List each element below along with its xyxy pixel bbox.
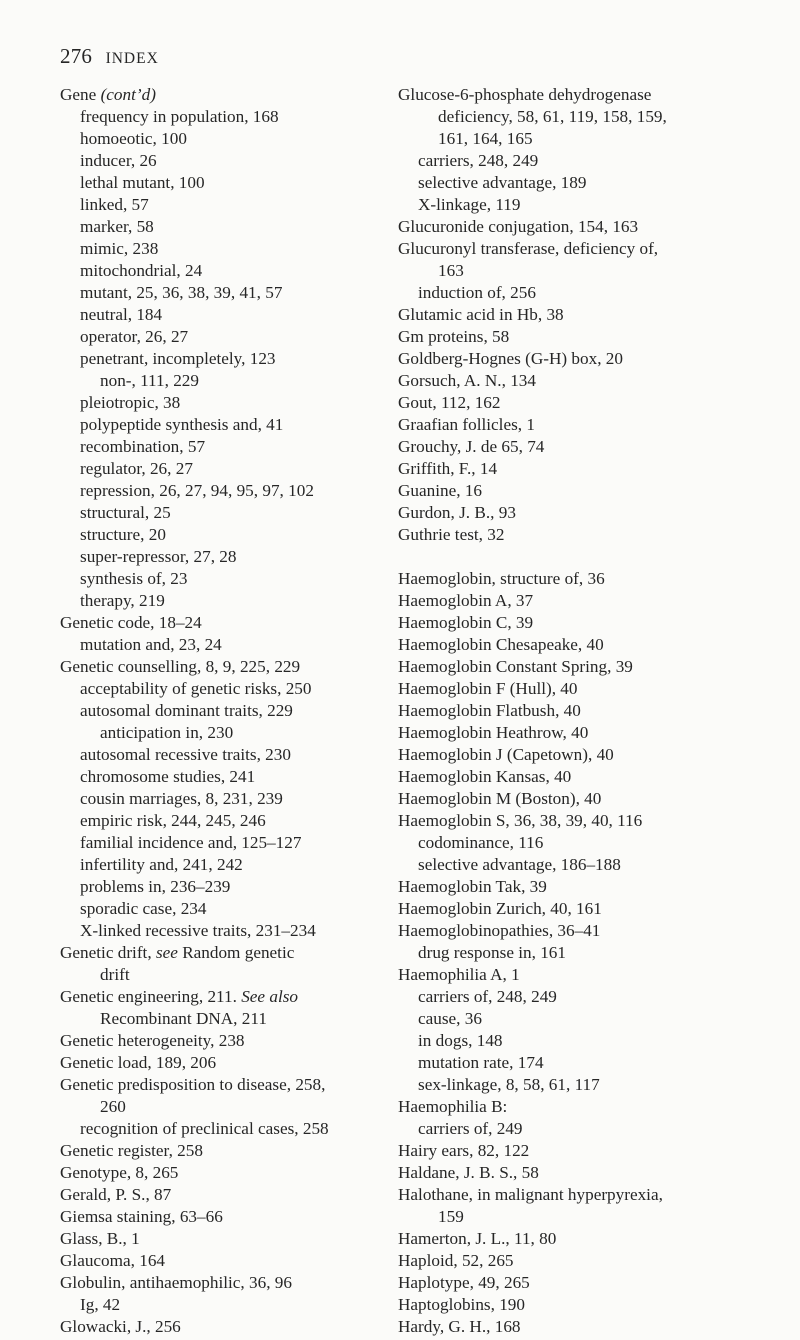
entry-text: mitochondrial, 24	[80, 261, 203, 280]
entry-text: acceptability of genetic risks, 250	[80, 679, 312, 698]
index-entry	[398, 612, 743, 634]
index-entry	[398, 370, 743, 392]
entry-text: Graafian follicles, 1	[398, 415, 535, 434]
entry-text: Glucuronide conjugation, 154, 163	[398, 217, 639, 236]
index-entry	[398, 1272, 743, 1294]
index-subentry	[60, 876, 400, 898]
entry-text: anticipation in, 230	[100, 723, 234, 742]
index-subentry	[60, 326, 400, 348]
index-entry	[398, 1228, 743, 1250]
index-entry	[398, 634, 743, 656]
entry-text: Haemoglobin, structure of, 36	[398, 569, 605, 588]
index-subentry	[398, 282, 743, 304]
index-entry	[398, 656, 743, 678]
entry-text: drift	[100, 965, 130, 984]
entry-text: Halothane, in malignant hyperpyrexia,	[398, 1185, 663, 1204]
index-entry	[398, 326, 743, 348]
index-entry	[60, 1162, 400, 1184]
entry-text: Glutamic acid in Hb, 38	[398, 305, 564, 324]
index-subentry	[398, 854, 743, 876]
entry-text: chromosome studies, 241	[80, 767, 256, 786]
index-subentry	[60, 348, 400, 370]
index-subentry	[60, 238, 400, 260]
running-title: INDEX	[105, 50, 159, 67]
entry-text: recognition of preclinical cases, 258	[80, 1119, 329, 1138]
entry-text: polypeptide synthesis and, 41	[80, 415, 284, 434]
index-entry	[60, 1052, 400, 1074]
index-entry	[398, 1162, 743, 1184]
index-subentry	[398, 1008, 743, 1030]
entry-text: recombination, 57	[80, 437, 206, 456]
entry-text: Haemoglobin S, 36, 38, 39, 40, 116	[398, 811, 643, 830]
index-subentry	[60, 458, 400, 480]
entry-text: Genetic load, 189, 206	[60, 1053, 217, 1072]
entry-text: Haemoglobin A, 37	[398, 591, 534, 610]
index-subentry	[60, 128, 400, 150]
index-subentry	[398, 128, 743, 150]
index-entry	[398, 1250, 743, 1272]
entry-text: drug response in, 161	[418, 943, 566, 962]
index-subentry	[60, 502, 400, 524]
index-subentry	[60, 1096, 400, 1118]
index-entry	[398, 1316, 743, 1338]
index-subentry	[398, 942, 743, 964]
entry-text: mutant, 25, 36, 38, 39, 41, 57	[80, 283, 283, 302]
entry-text: non-, 111, 229	[100, 371, 199, 390]
index-subentry	[398, 150, 743, 172]
index-entry	[398, 788, 743, 810]
index-entry	[60, 656, 400, 678]
index-entry	[60, 1228, 400, 1250]
entry-text: infertility and, 241, 242	[80, 855, 243, 874]
entry-text: carriers, 248, 249	[418, 151, 539, 170]
index-subentry	[60, 194, 400, 216]
entry-text: carriers of, 248, 249	[418, 987, 557, 1006]
index-entry	[398, 216, 743, 238]
entry-text: Haemoglobin Constant Spring, 39	[398, 657, 633, 676]
index-entry	[398, 84, 743, 106]
entry-text: Haemoglobin M (Boston), 40	[398, 789, 602, 808]
index-subentry	[60, 1118, 400, 1140]
entry-text: Random genetic	[177, 943, 295, 962]
index-subentry	[398, 1074, 743, 1096]
index-entry	[398, 810, 743, 832]
index-subentry	[60, 436, 400, 458]
index-entry	[398, 766, 743, 788]
index-subentry	[60, 1008, 400, 1030]
entry-text: Genetic engineering, 211.	[60, 987, 242, 1006]
index-entry	[398, 920, 743, 942]
index-entry	[398, 502, 743, 524]
entry-text: Haemoglobin Heathrow, 40	[398, 723, 589, 742]
entry-text: Haplotype, 49, 265	[398, 1273, 530, 1292]
index-subentry	[60, 766, 400, 788]
entry-text: Grouchy, J. de 65, 74	[398, 437, 545, 456]
entry-text: Griffith, F., 14	[398, 459, 498, 478]
entry-text: 163	[438, 261, 464, 280]
entry-text: repression, 26, 27, 94, 95, 97, 102	[80, 481, 314, 500]
index-entry	[398, 568, 743, 590]
entry-text: Genetic drift,	[60, 943, 156, 962]
index-entry	[60, 84, 400, 106]
entry-text: mutation and, 23, 24	[80, 635, 222, 654]
entry-text: Gm proteins, 58	[398, 327, 510, 346]
entry-text: Haemoglobin Kansas, 40	[398, 767, 572, 786]
entry-text: inducer, 26	[80, 151, 157, 170]
index-entry	[398, 1294, 743, 1316]
entry-text: Glass, B., 1	[60, 1229, 140, 1248]
index-entry	[398, 678, 743, 700]
entry-text: Haemophilia A, 1	[398, 965, 520, 984]
index-column-left	[60, 84, 400, 1338]
index-entry	[60, 612, 400, 634]
index-entry	[398, 722, 743, 744]
index-entry	[60, 986, 400, 1008]
entry-text: Giemsa staining, 63–66	[60, 1207, 223, 1226]
index-entry	[60, 942, 400, 964]
entry-text: Glaucoma, 164	[60, 1251, 166, 1270]
entry-text: selective advantage, 186–188	[418, 855, 621, 874]
index-entry	[398, 898, 743, 920]
entry-text: lethal mutant, 100	[80, 173, 205, 192]
entry-text: Genetic code, 18–24	[60, 613, 202, 632]
entry-text: Ig, 42	[80, 1295, 121, 1314]
index-subentry	[60, 744, 400, 766]
entry-text: Haptoglobins, 190	[398, 1295, 525, 1314]
index-entry	[398, 1140, 743, 1162]
entry-text: pleiotropic, 38	[80, 393, 181, 412]
index-subentry	[60, 898, 400, 920]
entry-text: Glucose-6-phosphate dehydrogenase	[398, 85, 652, 104]
index-subentry	[60, 524, 400, 546]
entry-text: 260	[100, 1097, 126, 1116]
entry-text: carriers of, 249	[418, 1119, 523, 1138]
entry-text: Guthrie test, 32	[398, 525, 505, 544]
entry-text: Haemoglobin J (Capetown), 40	[398, 745, 614, 764]
entry-text: X-linkage, 119	[418, 195, 521, 214]
entry-text: familial incidence and, 125–127	[80, 833, 302, 852]
index-entry	[398, 590, 743, 612]
entry-text: Glowacki, J., 256	[60, 1317, 181, 1336]
index-subentry	[60, 1294, 400, 1316]
index-subentry	[398, 1052, 743, 1074]
index-entry	[398, 1096, 743, 1118]
page-number: 276	[60, 44, 93, 68]
entry-text: empiric risk, 244, 245, 246	[80, 811, 266, 830]
entry-text: Haldane, J. B. S., 58	[398, 1163, 539, 1182]
entry-text: Recombinant DNA, 211	[100, 1009, 267, 1028]
entry-text: Gorsuch, A. N., 134	[398, 371, 536, 390]
index-subentry	[60, 568, 400, 590]
index-entry	[398, 964, 743, 986]
index-entry	[398, 1184, 743, 1206]
index-subentry	[398, 106, 743, 128]
entry-text: Goldberg-Hognes (G-H) box, 20	[398, 349, 623, 368]
index-entry	[398, 700, 743, 722]
section-gap	[398, 546, 743, 568]
index-subentry	[60, 414, 400, 436]
entry-text: Hamerton, J. L., 11, 80	[398, 1229, 557, 1248]
entry-text: operator, 26, 27	[80, 327, 189, 346]
entry-text: Hardy, G. H., 168	[398, 1317, 521, 1336]
index-subentry	[60, 722, 400, 744]
index-entry	[60, 1206, 400, 1228]
entry-text-italic: (cont’d)	[100, 85, 156, 104]
page-header	[60, 44, 159, 69]
entry-text: 159	[438, 1207, 464, 1226]
index-subentry	[60, 700, 400, 722]
index-subentry	[60, 260, 400, 282]
index-entry	[60, 1184, 400, 1206]
index-column-right	[398, 84, 743, 1338]
entry-text: Haemoglobinopathies, 36–41	[398, 921, 601, 940]
entry-text: 161, 164, 165	[438, 129, 533, 148]
index-entry	[398, 414, 743, 436]
entry-text: Haploid, 52, 265	[398, 1251, 514, 1270]
entry-text-italic: see	[155, 943, 178, 962]
entry-text: Genetic heterogeneity, 238	[60, 1031, 245, 1050]
entry-text: Globulin, antihaemophilic, 36, 96	[60, 1273, 292, 1292]
index-entry	[398, 392, 743, 414]
index-subentry	[60, 304, 400, 326]
index-entry	[398, 348, 743, 370]
entry-text: Genetic register, 258	[60, 1141, 203, 1160]
entry-text: marker, 58	[80, 217, 154, 236]
entry-text: mutation rate, 174	[418, 1053, 544, 1072]
index-entry	[60, 1030, 400, 1052]
index-subentry	[398, 986, 743, 1008]
index-subentry	[60, 480, 400, 502]
entry-text: linked, 57	[80, 195, 149, 214]
index-subentry	[60, 964, 400, 986]
entry-text: super-repressor, 27, 28	[80, 547, 237, 566]
entry-text: autosomal recessive traits, 230	[80, 745, 291, 764]
entry-text: neutral, 184	[80, 305, 163, 324]
entry-text: structural, 25	[80, 503, 171, 522]
entry-text: Haemoglobin Chesapeake, 40	[398, 635, 604, 654]
index-subentry	[60, 854, 400, 876]
index-entry	[398, 744, 743, 766]
entry-text: problems in, 236–239	[80, 877, 231, 896]
index-entry	[60, 1272, 400, 1294]
entry-text: selective advantage, 189	[418, 173, 587, 192]
entry-text: Gene	[60, 85, 101, 104]
entry-text: therapy, 219	[80, 591, 165, 610]
index-subentry	[60, 150, 400, 172]
index-subentry	[398, 194, 743, 216]
index-subentry	[60, 106, 400, 128]
index-entry	[398, 238, 743, 260]
index-subentry	[398, 172, 743, 194]
index-entry	[398, 304, 743, 326]
index-subentry	[60, 172, 400, 194]
entry-text: cousin marriages, 8, 231, 239	[80, 789, 283, 808]
entry-text: deficiency, 58, 61, 119, 158, 159,	[438, 107, 667, 126]
entry-text: sex-linkage, 8, 58, 61, 117	[418, 1075, 600, 1094]
index-entry	[60, 1250, 400, 1272]
entry-text: Genetic counselling, 8, 9, 225, 229	[60, 657, 301, 676]
entry-text: Haemoglobin C, 39	[398, 613, 534, 632]
index-subentry	[398, 1206, 743, 1228]
entry-text: penetrant, incompletely, 123	[80, 349, 276, 368]
entry-text: Genotype, 8, 265	[60, 1163, 179, 1182]
entry-text: Haemoglobin F (Hull), 40	[398, 679, 578, 698]
entry-text: Gout, 112, 162	[398, 393, 501, 412]
entry-text: induction of, 256	[418, 283, 536, 302]
entry-text: regulator, 26, 27	[80, 459, 193, 478]
index-entry	[60, 1316, 400, 1338]
entry-text: Hairy ears, 82, 122	[398, 1141, 530, 1160]
entry-text: homoeotic, 100	[80, 129, 187, 148]
index-subentry	[60, 920, 400, 942]
entry-text: Gurdon, J. B., 93	[398, 503, 516, 522]
index-entry	[398, 876, 743, 898]
entry-text: Guanine, 16	[398, 481, 483, 500]
index-subentry	[60, 546, 400, 568]
entry-text: mimic, 238	[80, 239, 159, 258]
entry-text: Haemoglobin Tak, 39	[398, 877, 547, 896]
index-entry	[398, 480, 743, 502]
entry-text: autosomal dominant traits, 229	[80, 701, 293, 720]
entry-text: Haemoglobin Zurich, 40, 161	[398, 899, 602, 918]
entry-text: Glucuronyl transferase, deficiency of,	[398, 239, 659, 258]
index-entry	[60, 1074, 400, 1096]
entry-text: Haemoglobin Flatbush, 40	[398, 701, 581, 720]
entry-text: Haemophilia B:	[398, 1097, 508, 1116]
index-subentry	[60, 590, 400, 612]
entry-text: sporadic case, 234	[80, 899, 207, 918]
entry-text: frequency in population, 168	[80, 107, 279, 126]
index-subentry	[60, 282, 400, 304]
index-subentry	[60, 634, 400, 656]
entry-text: structure, 20	[80, 525, 166, 544]
index-entry	[398, 524, 743, 546]
entry-text: cause, 36	[418, 1009, 482, 1028]
index-subentry	[398, 260, 743, 282]
index-subentry	[398, 1118, 743, 1140]
index-entry	[398, 458, 743, 480]
entry-text: synthesis of, 23	[80, 569, 188, 588]
entry-text: X-linked recessive traits, 231–234	[80, 921, 316, 940]
index-subentry	[398, 832, 743, 854]
index-subentry	[60, 788, 400, 810]
entry-text: codominance, 116	[418, 833, 544, 852]
index-subentry	[398, 1030, 743, 1052]
index-subentry	[60, 678, 400, 700]
entry-text: in dogs, 148	[418, 1031, 503, 1050]
entry-text: Genetic predisposition to disease, 258,	[60, 1075, 326, 1094]
index-subentry	[60, 810, 400, 832]
index-subentry	[60, 392, 400, 414]
index-subentry	[60, 832, 400, 854]
index-entry	[398, 436, 743, 458]
entry-text-italic: See also	[241, 987, 299, 1006]
index-subentry	[60, 216, 400, 238]
index-entry	[60, 1140, 400, 1162]
index-subentry	[60, 370, 400, 392]
entry-text: Gerald, P. S., 87	[60, 1185, 172, 1204]
